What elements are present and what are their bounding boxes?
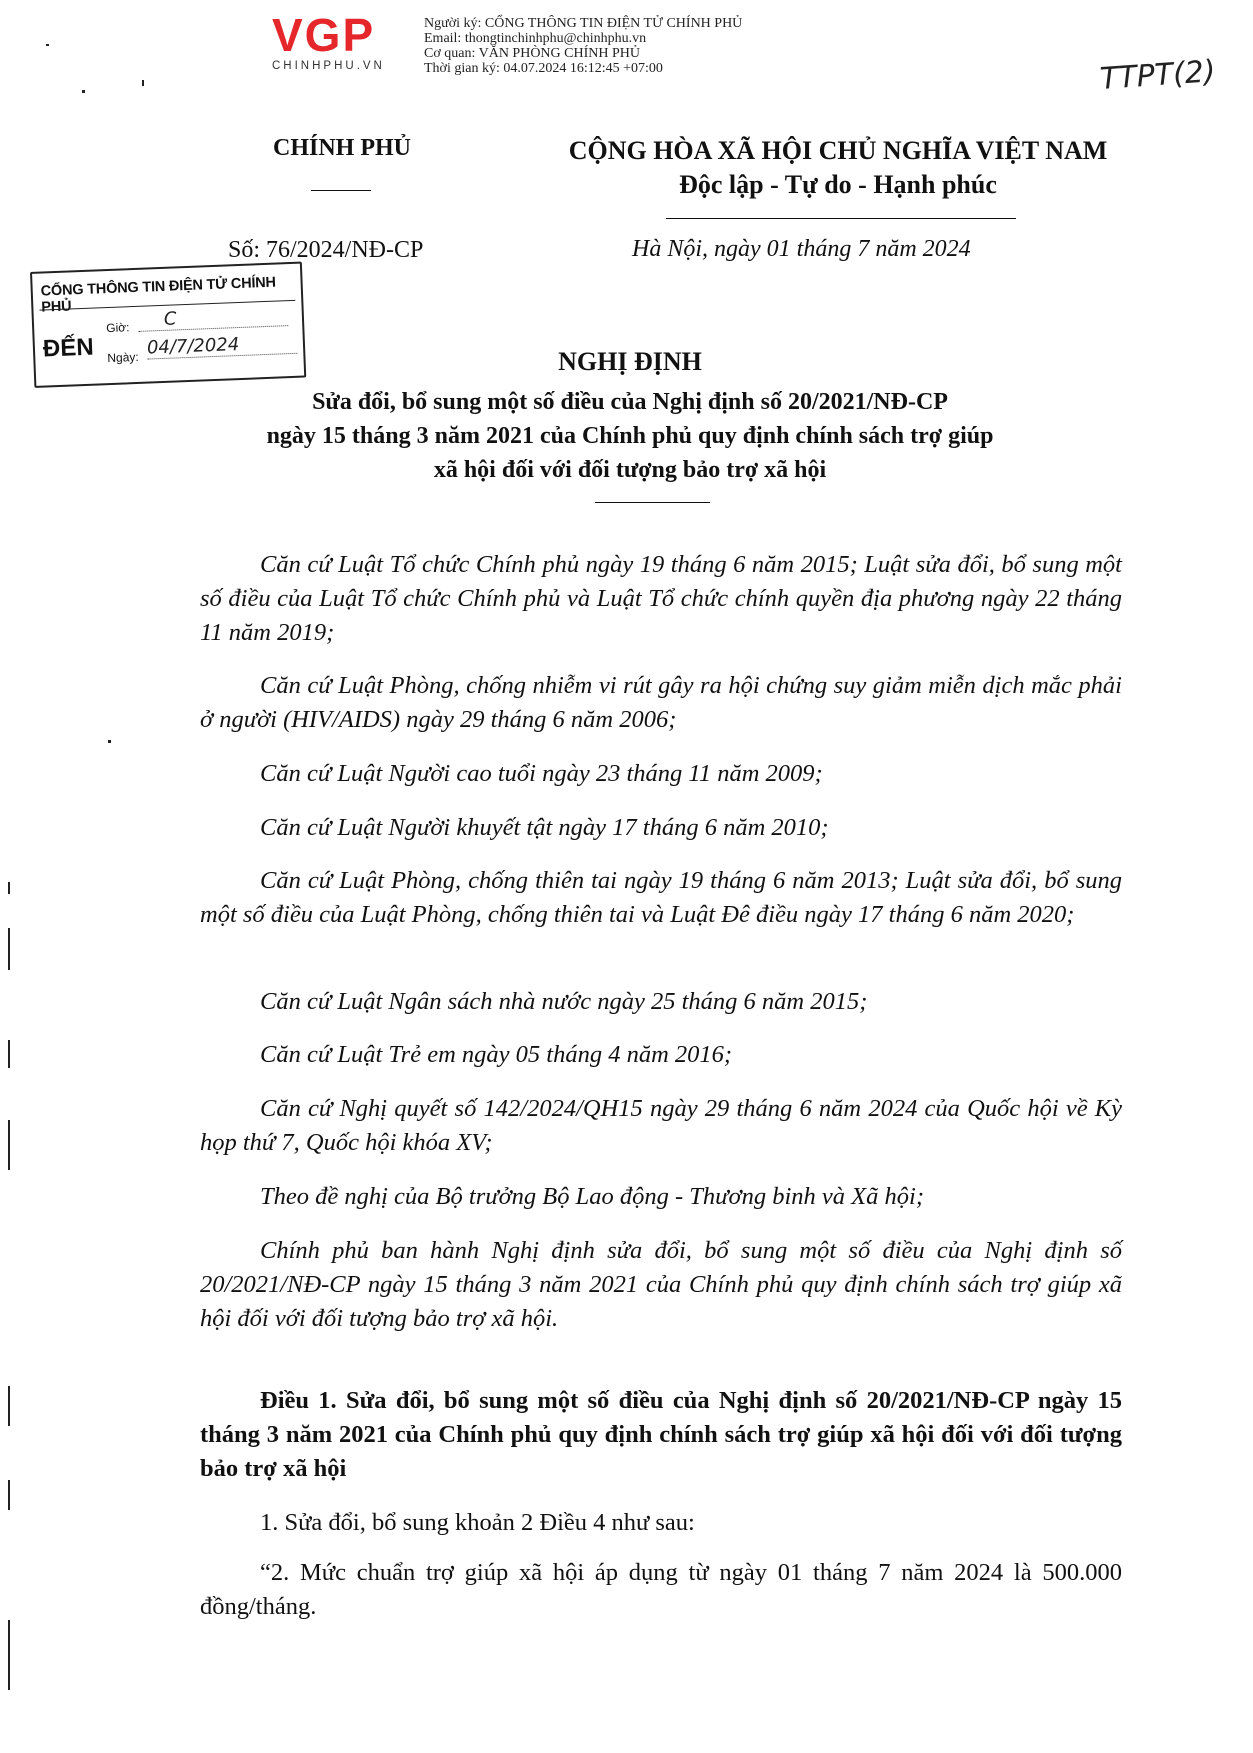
subject-line: Sửa đổi, bổ sung một số điều của Nghị định số 20/2021/NĐ-CP bbox=[312, 389, 948, 415]
document-number: Số: 76/2024/NĐ-CP bbox=[228, 237, 424, 263]
scan-speck bbox=[46, 44, 49, 46]
stamp-time-label: Giờ: bbox=[105, 320, 130, 336]
article-1-heading: Điều 1. Sửa đổi, bổ sung một số điều của Nghị định số 20/2021/NĐ-CP ngày 15 tháng 3 năm 2021 của Chính phủ quy định chính sách trợ giúp xã hội đối với đối tượng bảo trợ xã hội bbox=[200, 1387, 1122, 1482]
preamble-paragraph: Căn cứ Luật Phòng, chống nhiễm vi rút gây ra hội chứng suy giảm miễn dịch mắc phải ở người (HIV/AIDS) ngày 29 tháng 6 năm 2006; bbox=[200, 672, 1122, 733]
scan-speck bbox=[82, 90, 85, 93]
title-underline bbox=[595, 502, 710, 503]
agency-underline bbox=[311, 190, 371, 191]
preamble-paragraph: Căn cứ Luật Người cao tuổi ngày 23 tháng 11 năm 2009; bbox=[260, 760, 823, 787]
signature-time: Thời gian ký: 04.07.2024 16:12:45 +07:00 bbox=[424, 61, 663, 76]
scan-speck bbox=[142, 80, 144, 86]
preamble-paragraph: Căn cứ Luật Trẻ em ngày 05 tháng 4 năm 2016; bbox=[260, 1041, 733, 1068]
scan-speck bbox=[8, 1620, 10, 1690]
issuing-agency: CHÍNH PHỦ bbox=[273, 135, 411, 161]
scan-speck bbox=[8, 928, 10, 970]
document-subject bbox=[150, 385, 1110, 487]
motto-underline bbox=[666, 218, 1016, 219]
handwritten-note: TTPT(2) bbox=[1098, 54, 1217, 97]
vgp-logo-text: VGP bbox=[272, 9, 376, 61]
stamp-label: ĐẾN bbox=[42, 333, 95, 363]
nation-name: CỘNG HÒA XÃ HỘI CHỦ NGHĨA VIỆT NAM bbox=[568, 136, 1108, 165]
preamble-paragraph: Căn cứ Luật Ngân sách nhà nước ngày 25 tháng 6 năm 2015; bbox=[260, 988, 868, 1015]
subject-line: xã hội đối với đối tượng bảo trợ xã hội bbox=[433, 457, 827, 483]
scan-speck bbox=[8, 882, 10, 894]
signature-email: Email: thongtinchinhphu@chinhphu.vn bbox=[424, 31, 647, 46]
national-motto: Độc lập - Tự do - Hạnh phúc bbox=[679, 170, 997, 199]
signature-organization: Cơ quan: VĂN PHÒNG CHÍNH PHỦ bbox=[424, 46, 640, 61]
subject-line: ngày 15 tháng 3 năm 2021 của Chính phủ quy định chính sách trợ giúp bbox=[266, 423, 994, 449]
signature-signer: Người ký: CỔNG THÔNG TIN ĐIỆN TỬ CHÍNH PHỦ bbox=[424, 16, 743, 31]
preamble-paragraph: Chính phủ ban hành Nghị định sửa đổi, bổ sung một số điều của Nghị định số 20/2021/NĐ-CP ngày 15 tháng 3 năm 2021 của Chính phủ quy định chính sách trợ giúp xã hội đối với đối tượng bảo trợ xã hội. bbox=[200, 1237, 1122, 1332]
preamble-paragraph: Căn cứ Luật Phòng, chống thiên tai ngày 19 tháng 6 năm 2013; Luật sửa đổi, bổ sung một số điều của Luật Phòng, chống thiên tai và Luật Đê điều ngày 17 tháng 6 năm 2020; bbox=[200, 867, 1122, 928]
scan-speck bbox=[8, 1120, 10, 1170]
article-1-quote: “2. Mức chuẩn trợ giúp xã hội áp dụng từ ngày 01 tháng 7 năm 2024 là 500.000 đồng/tháng. bbox=[200, 1559, 1122, 1620]
digital-signature-block bbox=[424, 16, 742, 76]
document-type: NGHỊ ĐỊNH bbox=[558, 347, 702, 376]
national-heading bbox=[548, 134, 1128, 202]
scan-speck bbox=[8, 1386, 10, 1426]
stamp-agency: CỔNG THÔNG TIN ĐIỆN TỬ CHÍNH PHỦ bbox=[40, 274, 277, 316]
scan-speck bbox=[108, 740, 111, 743]
stamp-time-value: C bbox=[138, 304, 289, 332]
stamp-date-value: 04/7/2024 bbox=[147, 332, 298, 360]
scan-speck bbox=[8, 1480, 10, 1510]
vgp-logo bbox=[272, 9, 422, 72]
scan-speck bbox=[8, 1040, 10, 1068]
article-1-clause-1: 1. Sửa đổi, bổ sung khoản 2 Điều 4 như sau: bbox=[260, 1509, 695, 1536]
stamp-date-label: Ngày: bbox=[107, 349, 139, 366]
vgp-logo-subtext: CHINHPHU.VN bbox=[272, 60, 385, 72]
preamble-paragraph: Căn cứ Luật Người khuyết tật ngày 17 tháng 6 năm 2010; bbox=[260, 814, 829, 841]
place-date: Hà Nội, ngày 01 tháng 7 năm 2024 bbox=[632, 236, 971, 262]
preamble-paragraph: Căn cứ Luật Tổ chức Chính phủ ngày 19 tháng 6 năm 2015; Luật sửa đổi, bổ sung một số điều của Luật Tổ chức Chính phủ và Luật Tổ chức chính quyền địa phương ngày 22 tháng 11 năm 2019; bbox=[200, 551, 1122, 646]
preamble-paragraph: Theo đề nghị của Bộ trưởng Bộ Lao động - Thương binh và Xã hội; bbox=[260, 1183, 924, 1210]
preamble-paragraph: Căn cứ Nghị quyết số 142/2024/QH15 ngày 29 tháng 6 năm 2024 của Quốc hội về Kỳ họp thứ 7, Quốc hội khóa XV; bbox=[200, 1095, 1122, 1156]
